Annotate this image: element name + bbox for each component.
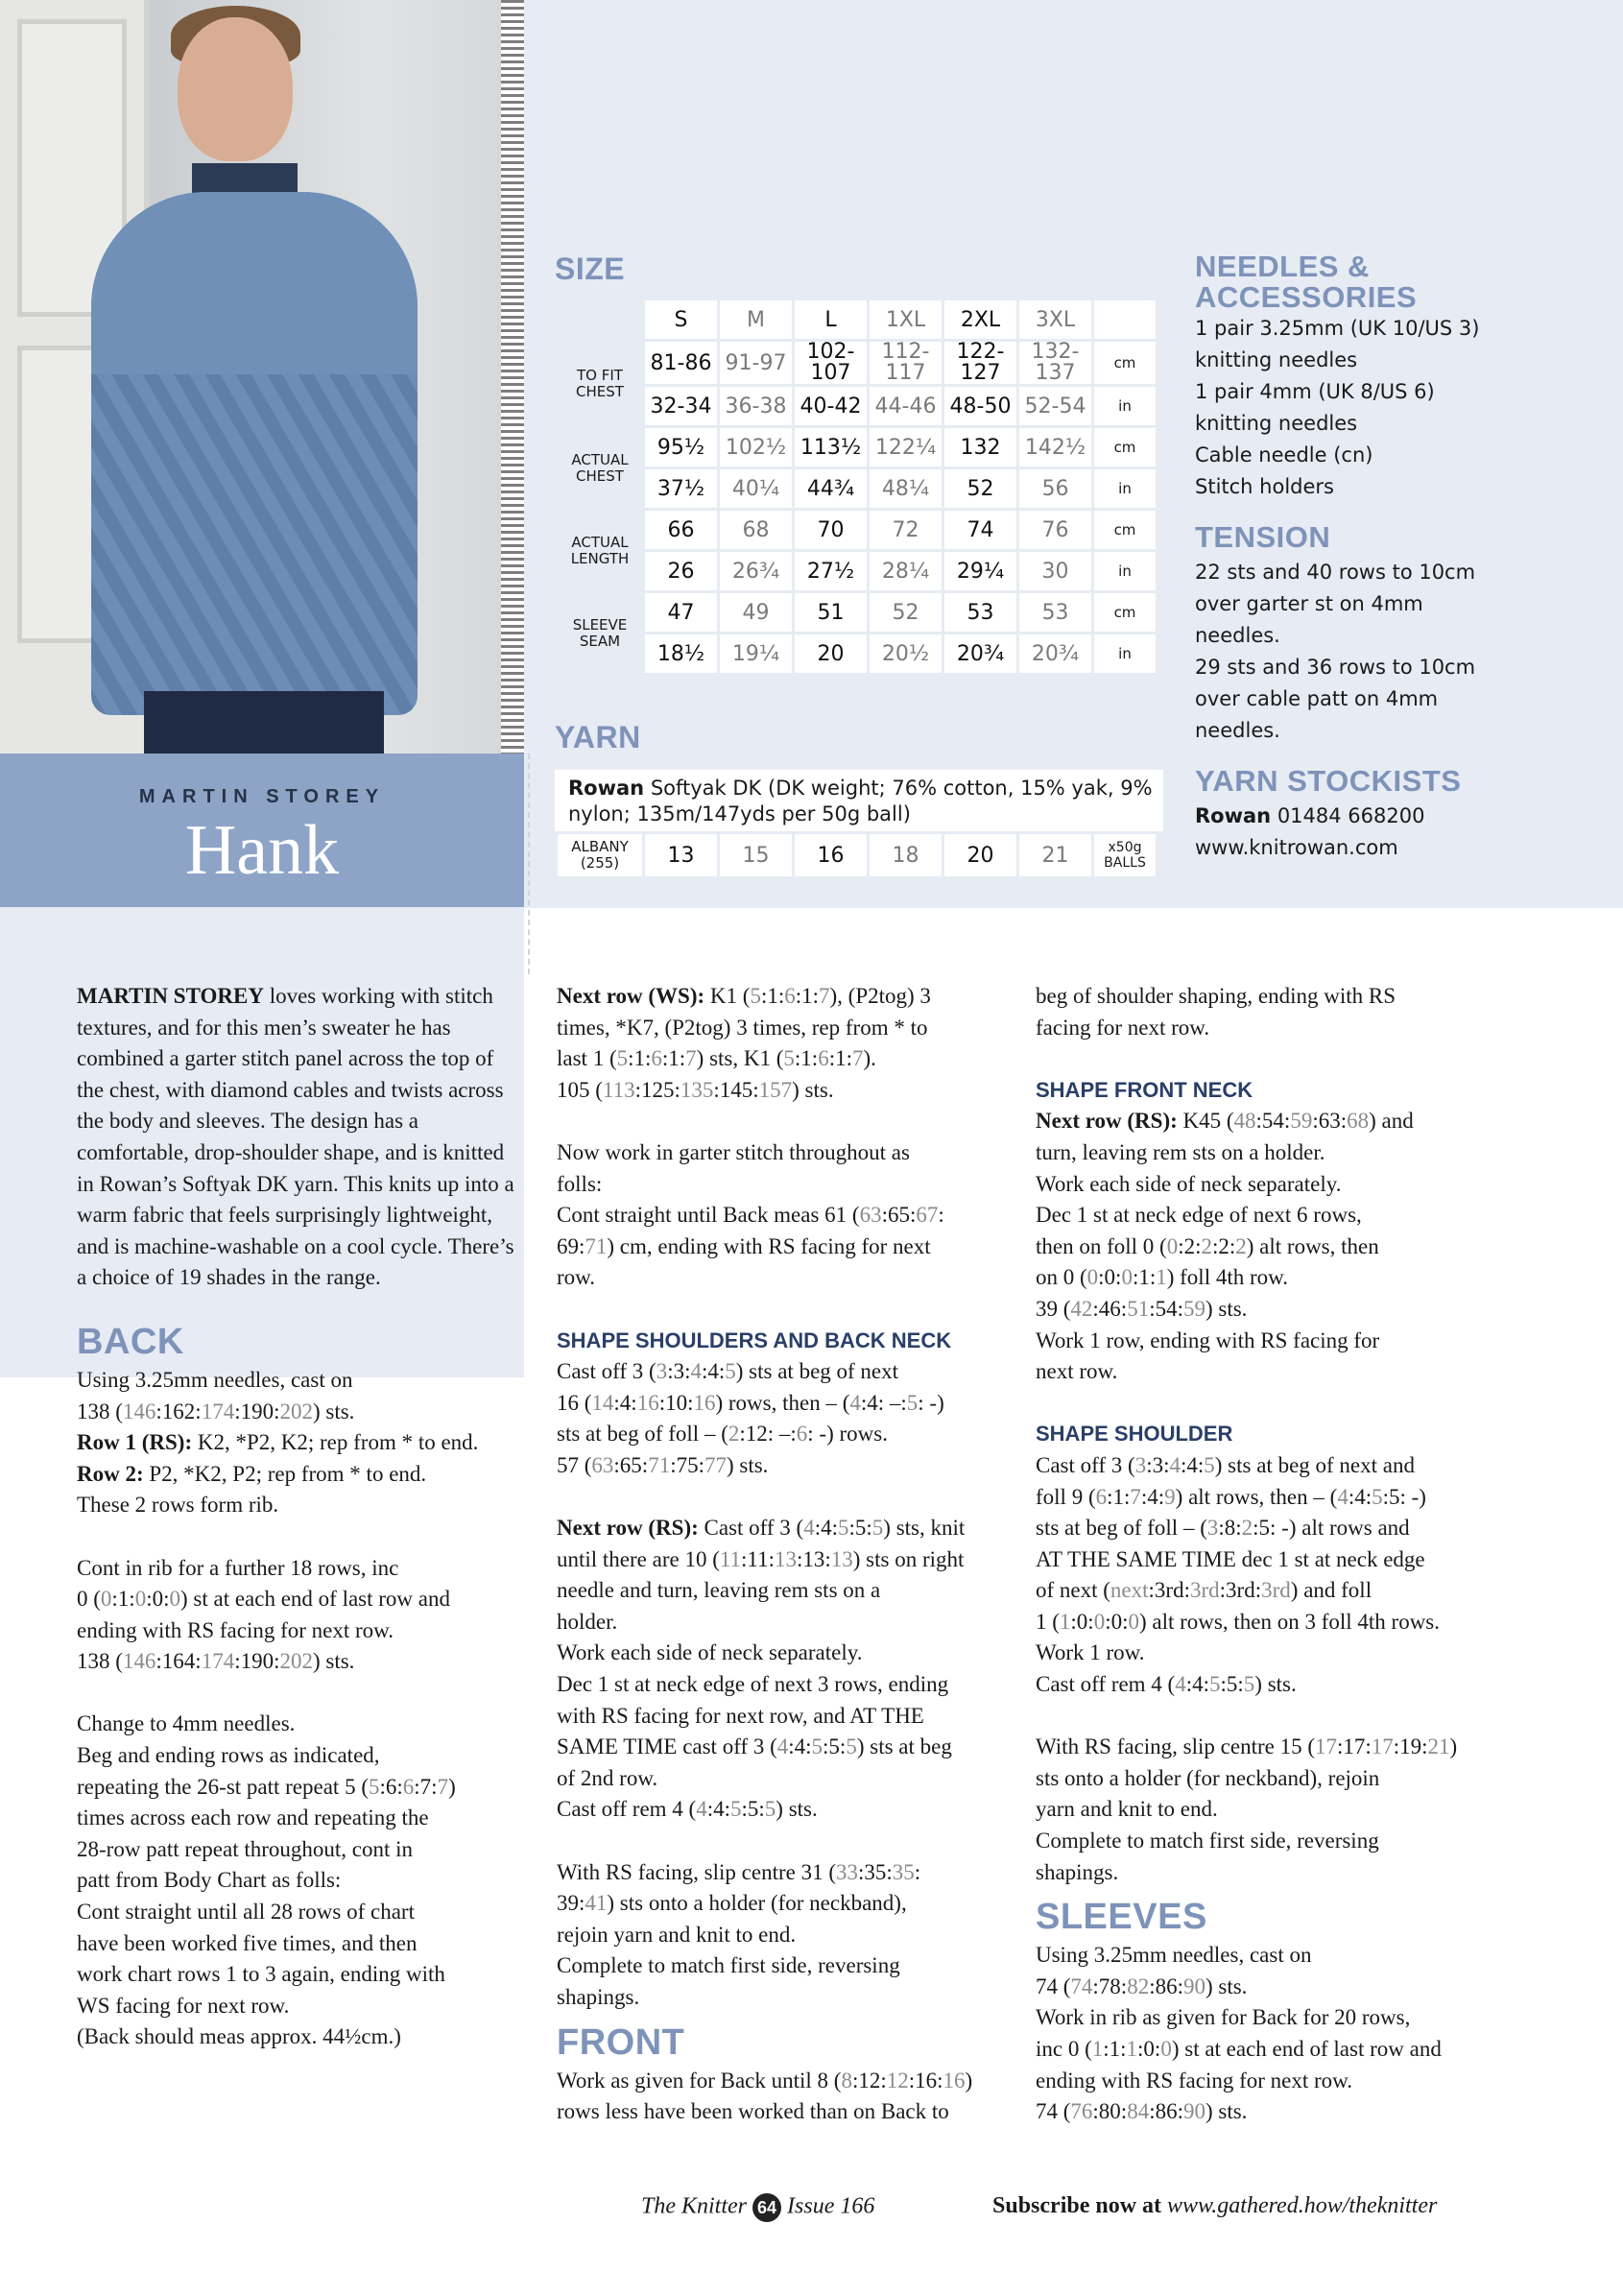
size-cell: 81-86 bbox=[645, 342, 717, 384]
size-row-label: ACTUAL CHEST bbox=[558, 428, 642, 508]
unit-cell: cm bbox=[1094, 428, 1156, 466]
size-header: 1XL bbox=[870, 300, 942, 339]
ball-count: 18 bbox=[870, 834, 942, 876]
unit-cell: in bbox=[1094, 387, 1156, 425]
size-header: S bbox=[645, 300, 717, 339]
shape-shoulders-back-neck-heading: SHAPE SHOULDERS AND BACK NECK bbox=[557, 1327, 952, 1352]
size-cell: 20¾ bbox=[1019, 634, 1091, 673]
shape-front-neck-heading: SHAPE FRONT NECK bbox=[1036, 1077, 1253, 1102]
size-cell: 18½ bbox=[645, 634, 717, 673]
size-cell: 48-50 bbox=[944, 387, 1016, 425]
balls-table bbox=[555, 831, 1158, 879]
tension-line: 22 sts and 40 rows to 10cm over garter st on 4mm needles. bbox=[1195, 561, 1476, 647]
stockists-heading: YARN STOCKISTS bbox=[1195, 764, 1462, 798]
size-cell: 53 bbox=[1019, 593, 1091, 632]
size-cell: 122-127 bbox=[944, 342, 1016, 384]
size-cell: 52-54 bbox=[1019, 387, 1091, 425]
footer-subscribe bbox=[992, 2193, 1437, 2219]
size-header: 3XL bbox=[1019, 300, 1091, 339]
unit-cell: in bbox=[1094, 634, 1156, 673]
size-cell: 91-97 bbox=[720, 342, 792, 384]
issue-number: Issue 166 bbox=[787, 2193, 875, 2219]
needles-list bbox=[1195, 313, 1512, 503]
size-header: L bbox=[795, 300, 867, 339]
title-band bbox=[0, 753, 524, 907]
size-cell: 28¼ bbox=[870, 552, 942, 590]
size-row-label: TO FIT CHEST bbox=[558, 342, 642, 425]
unit-cell: in bbox=[1094, 552, 1156, 590]
column-3: beg of shoulder shaping, ending with RS facing for next row. SHAPE FRONT NECK Next row (RS): K45 (48:54:59:63:68) and turn, leaving rem sts on a holder. Work each side of neck separately. Dec 1 st at neck edge of next 6 rows, then on foll 0 (0:2:2:2:2) alt rows, then on 0 (0:0:0:1:1) foll 4th row. 39 (42:46:51:54:59) sts. Work 1 row, ending with RS facing for next row. SHAPE SHOULDER Cast off 3 (3:3:4:4:5) sts at beg of next and foll 9 (6:1:7:4:9) alt rows, then – (4:4:5:5: -) sts at beg of foll – (3:8:2:5: -) alt rows and AT THE SAME TIME dec 1 st at neck edge of next (next:3rd:3rd:3rd:3rd) and foll 1 (1:0:0:0:0) alt rows, then on 3 foll 4th rows. Work 1 row. Cast off rem 4 (4:4:5:5:5) sts. With RS facing, slip centre 15 (17:17:17:19:21) sts onto a holder (for neckband), rejoin yarn and knit to end. Complete to match first side, reversing shapings. SLEEVES Using 3.25mm needles, cast on 74 (74:78:82:86:90) sts. Work in rib as given for Back for 20 rows, inc 0 (1:1:1:0:0) st at each end of last row and ending with RS facing for next row. 74 (76:80:84:86:90) sts. bbox=[1036, 981, 1516, 2128]
size-cell: 113½ bbox=[795, 428, 867, 466]
ball-count: 15 bbox=[720, 834, 792, 876]
ball-count: 16 bbox=[795, 834, 867, 876]
subscribe-link[interactable]: www.gathered.how/theknitter bbox=[1167, 2193, 1438, 2218]
needle-item: 1 pair 4mm (UK 8/US 6) knitting needles bbox=[1195, 380, 1435, 435]
size-cell: 44-46 bbox=[870, 387, 942, 425]
designer-name: MARTIN STOREY bbox=[138, 786, 386, 807]
back-heading: BACK bbox=[77, 1321, 184, 1362]
size-cell: 132-137 bbox=[1019, 342, 1091, 384]
size-cell: 52 bbox=[870, 593, 942, 632]
model-photo bbox=[0, 0, 524, 753]
magazine-name: The Knitter bbox=[641, 2193, 748, 2219]
size-cell: 52 bbox=[944, 469, 1016, 508]
yarn-description bbox=[555, 770, 1163, 831]
yarn-heading: YARN bbox=[555, 720, 641, 754]
unit-cell: cm bbox=[1094, 593, 1156, 632]
size-row-label: ACTUAL LENGTH bbox=[558, 511, 642, 590]
needles-heading: NEEDLES & ACCESSORIES bbox=[1195, 250, 1418, 314]
unit-cell: cm bbox=[1094, 342, 1156, 384]
size-cell: 26 bbox=[645, 552, 717, 590]
tension-heading: TENSION bbox=[1195, 520, 1331, 554]
size-cell: 44¾ bbox=[795, 469, 867, 508]
size-cell: 122¼ bbox=[870, 428, 942, 466]
size-cell: 76 bbox=[1019, 511, 1091, 549]
size-cell: 40-42 bbox=[795, 387, 867, 425]
size-cell: 30 bbox=[1019, 552, 1091, 590]
column-2: Next row (WS): K1 (5:1:6:1:7), (P2tog) 3 times, *K7, (P2tog) 3 times, rep from * to last 1 (5:1:6:1:7) sts, K1 (5:1:6:1:7). 105 (113:125:135:145:157) sts. Now work in garter stitch throughout as folls: Cont straight until Back meas 61 (63:65:67: 69:71) cm, ending with RS facing for next row. SHAPE SHOULDERS AND BACK NECK Cast off 3 (3:3:4:4:5) sts at beg of next 16 (14:4:16:10:16) rows, then – (4:4: –:5: -) sts at beg of foll – (2:12: –:6: -) rows. 57 (63:65:71:75:77) sts. Next row (RS): Cast off 3 (4:4:5:5:5) sts, knit until there are 10 (11:11:13:13:13) sts on right needle and turn, leaving rem sts on a holder. Work each side of neck separately. Dec 1 st at neck edge of next 3 rows, ending with RS facing for next row, and AT THE SAME TIME cast off 3 (4:4:5:5:5) sts at beg of 2nd row. Cast off rem 4 (4:4:5:5:5) sts. With RS facing, slip centre 31 (33:35:35: 39:41) sts onto a holder (for neckband), rejoin yarn and knit to end. Complete to match first side, reversing shapings. FRONT Work as given for Back until 8 (8:12:12:16:16) rows less have been worked than on Back to bbox=[557, 981, 1017, 2128]
ball-count: 21 bbox=[1019, 834, 1091, 876]
shape-shoulder-heading: SHAPE SHOULDER bbox=[1036, 1422, 1233, 1447]
size-cell: 68 bbox=[720, 511, 792, 549]
front-heading: FRONT bbox=[557, 2021, 685, 2063]
size-cell: 102-107 bbox=[795, 342, 867, 384]
size-cell: 70 bbox=[795, 511, 867, 549]
shade-label: ALBANY (255) bbox=[558, 834, 642, 876]
size-cell: 36-38 bbox=[720, 387, 792, 425]
size-cell: 112-117 bbox=[870, 342, 942, 384]
page-number: 64 bbox=[752, 2193, 781, 2222]
size-cell: 95½ bbox=[645, 428, 717, 466]
size-cell: 142½ bbox=[1019, 428, 1091, 466]
size-cell: 49 bbox=[720, 593, 792, 632]
tension-list bbox=[1195, 557, 1512, 747]
stockist-web: www.knitrowan.com bbox=[1195, 836, 1398, 859]
size-cell: 132 bbox=[944, 428, 1016, 466]
size-cell: 40¼ bbox=[720, 469, 792, 508]
size-cell: 74 bbox=[944, 511, 1016, 549]
pattern-title: Hank bbox=[184, 811, 340, 890]
size-cell: 32-34 bbox=[645, 387, 717, 425]
size-cell: 29¼ bbox=[944, 552, 1016, 590]
size-cell: 47 bbox=[645, 593, 717, 632]
needle-item: Cable needle (cn) bbox=[1195, 443, 1373, 466]
unit-cell: in bbox=[1094, 469, 1156, 508]
size-cell: 56 bbox=[1019, 469, 1091, 508]
intro-lead: MARTIN STOREY bbox=[77, 984, 264, 1008]
size-cell: 102½ bbox=[720, 428, 792, 466]
stockist-phone: 01484 668200 bbox=[1277, 804, 1425, 827]
sleeves-heading: SLEEVES bbox=[1036, 1897, 1207, 1938]
size-row-label: SLEEVE SEAM bbox=[558, 593, 642, 673]
needle-item: Stitch holders bbox=[1195, 475, 1334, 498]
intro-text bbox=[77, 981, 518, 1294]
size-table bbox=[555, 298, 1158, 676]
unit-cell: cm bbox=[1094, 511, 1156, 549]
ball-count: 13 bbox=[645, 834, 717, 876]
needle-item: 1 pair 3.25mm (UK 10/US 3) knitting needles bbox=[1195, 317, 1480, 371]
stockist-contact bbox=[1195, 801, 1512, 832]
size-cell: 26¾ bbox=[720, 552, 792, 590]
ball-count: 20 bbox=[944, 834, 1016, 876]
stockist-brand: Rowan bbox=[1195, 804, 1272, 827]
balls-unit: x50g BALLS bbox=[1094, 834, 1156, 876]
size-cell: 27½ bbox=[795, 552, 867, 590]
size-header: 2XL bbox=[944, 300, 1016, 339]
size-cell: 19¼ bbox=[720, 634, 792, 673]
size-cell: 20¾ bbox=[944, 634, 1016, 673]
subscribe-label: Subscribe now at bbox=[992, 2193, 1162, 2218]
tension-line: 29 sts and 36 rows to 10cm over cable patt on 4mm needles. bbox=[1195, 656, 1476, 742]
yarn-brand: Rowan bbox=[568, 777, 645, 800]
size-cell: 72 bbox=[870, 511, 942, 549]
perforation bbox=[528, 753, 530, 974]
size-cell: 48¼ bbox=[870, 469, 942, 508]
size-cell: 20½ bbox=[870, 634, 942, 673]
column-1: MARTIN STOREY loves working with stitch textures, and for this men’s sweater he has combined a garter stitch panel across the top of the chest, with diamond cables and twists across the body and sleeves. The design has a comfortable, drop-shoulder shape, and is knitted in Rowan’s Softyak DK yarn. This knits up into a warm fabric that feels surprisingly lightweight, and is machine-washable on a cool cycle. There’s a choice of 19 shades in the range. BACK Using 3.25mm needles, cast on 138 (146:162:174:190:202) sts. Row 1 (RS): K2, *P2, K2; rep from * to end. Row 2: P2, *K2, P2; rep from * to end. These 2 rows form rib. Cont in rib for a further 18 rows, inc 0 (0:1:0:0:0) st at each end of last row and ending with RS facing for next row. 138 (146:164:174:190:202) sts. Change to 4mm needles. Beg and ending rows as indicated, repeating the 26-st patt repeat 5 (5:6:6:7:7) times across each row and repeating the 28-row patt repeat throughout, cont in patt from Body Chart as folls: Cont straight until all 28 rows of chart have been worked five times, and then work chart rows 1 to 3 again, ending with WS facing for next row. (Back should meas approx. 44½cm.) bbox=[77, 981, 518, 2053]
size-cell: 37½ bbox=[645, 469, 717, 508]
size-header: M bbox=[720, 300, 792, 339]
size-cell: 51 bbox=[795, 593, 867, 632]
yarn-text: Softyak DK (DK weight; 76% cotton, 15% yak, 9% nylon; 135m/147yds per 50g ball) bbox=[568, 777, 1153, 825]
spiral-binding bbox=[501, 0, 524, 753]
size-cell: 20 bbox=[795, 634, 867, 673]
footer-issue bbox=[641, 2193, 874, 2222]
size-cell: 66 bbox=[645, 511, 717, 549]
side-column bbox=[1195, 251, 1512, 864]
size-heading: SIZE bbox=[555, 251, 626, 286]
intro-body: loves working with stitch textures, and for this men’s sweater he has combined a garter stitch panel across the top of the chest, with diamond cables and twists across the body and sleeves. The design has a comfortable, drop-shoulder shape, and is knitted in Rowan’s Softyak DK yarn. This knits up into a warm fabric that feels surprisingly lightweight, and is machine-washable on a cool cycle. There’s a choice of 19 shades in the range. bbox=[77, 984, 514, 1290]
size-cell: 53 bbox=[944, 593, 1016, 632]
